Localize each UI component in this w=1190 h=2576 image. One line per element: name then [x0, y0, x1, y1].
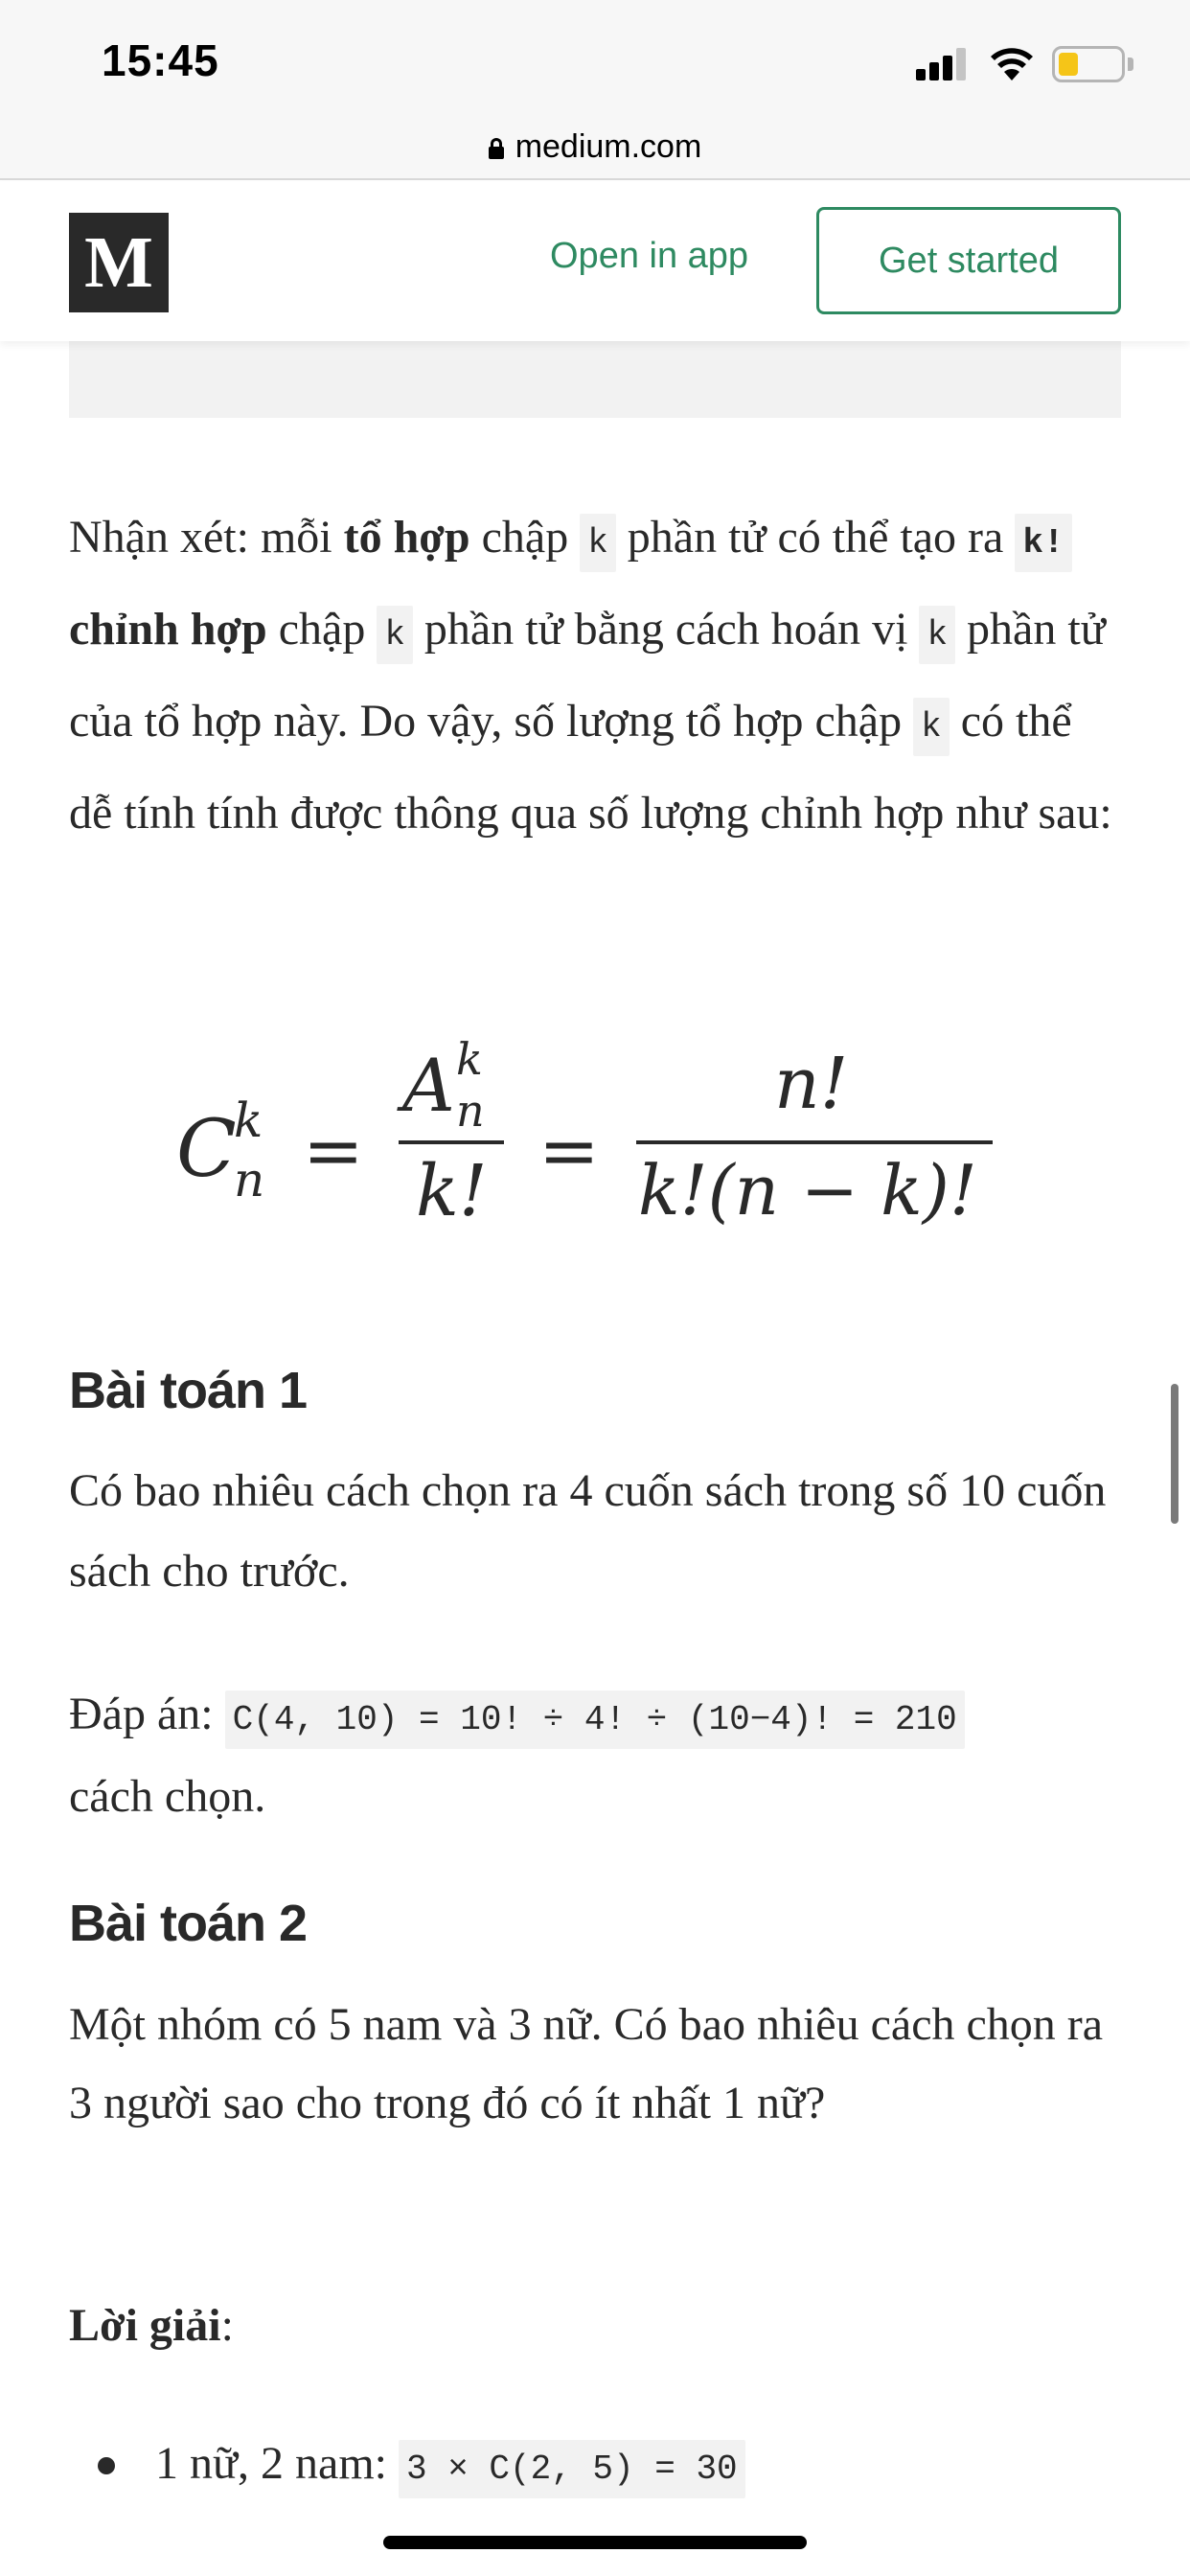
inline-code-k-factorial: k!: [1015, 514, 1071, 572]
problem-1-text: Có bao nhiêu cách chọn ra 4 cuốn sách trong số 10 cuốn sách cho trước.: [69, 1465, 1107, 1597]
inline-code-k: k: [919, 606, 955, 664]
problem-1-answer-tail: cách chọn.: [69, 1771, 266, 1822]
url-text: medium.com: [515, 127, 702, 165]
scrollbar[interactable]: [1171, 1384, 1179, 1524]
formula-equals: =: [538, 1108, 600, 1193]
address-bar[interactable]: [0, 115, 1190, 180]
formula-a-sup-k: k: [456, 1033, 483, 1085]
formula-n-factorial: n!: [774, 1043, 849, 1125]
wifi-icon: [989, 44, 1035, 82]
list-item: 1 nữ, 2 nam: 3 × C(2, 5) = 30: [155, 2421, 1113, 2513]
term-chinh-hop: chỉnh hợp: [69, 604, 267, 655]
status-time: 15:45: [102, 35, 219, 85]
cellular-signal-icon: [916, 48, 970, 80]
list-bullet: [98, 2457, 115, 2474]
battery-icon: [1052, 46, 1125, 82]
problem-2-heading: Bài toán 2: [69, 1895, 308, 1952]
site-header: [0, 182, 1190, 341]
home-indicator[interactable]: [383, 2536, 807, 2549]
inline-code-k: k: [580, 514, 616, 572]
formula-k-factorial: k!: [416, 1150, 488, 1232]
formula-c: C: [176, 1104, 237, 1195]
medium-logo[interactable]: M: [69, 213, 169, 312]
formula-denominator: k!(n − k)!: [638, 1150, 977, 1230]
solution-label: Lời giải:: [69, 2300, 234, 2351]
remark-paragraph: Nhận xét: mỗi tổ hợp chập k phần tử có thể tạo ra k! chỉnh hợp chập k phần tử bằng cách hoán vị k phần tử của tổ hợp này. Do vậy, số lượng tổ hợp chập k có thể dễ tính tính được thông qua số lượng chỉnh hợp như sau:: [69, 512, 1112, 839]
problem-2-text: Một nhóm có 5 nam và 3 nữ. Có bao nhiêu cách chọn ra 3 người sao cho trong đó có ít nhất 1 nữ?: [69, 1999, 1104, 2128]
inline-code-k: k: [913, 698, 950, 756]
formula-a: A: [402, 1043, 455, 1128]
status-bar: [0, 0, 1190, 115]
term-to-hop: tổ hợp: [343, 512, 470, 563]
combination-formula: [172, 1025, 1016, 1246]
problem-1-heading: Bài toán 1: [69, 1362, 308, 1419]
formula-a-sub-n: n: [456, 1085, 485, 1137]
formula-sup-k: k: [234, 1092, 263, 1148]
formula-equals: =: [303, 1108, 364, 1193]
lock-icon: [489, 138, 504, 159]
open-in-app-link[interactable]: Open in app: [550, 236, 749, 276]
formula-sub-n: n: [234, 1152, 265, 1208]
list-item-code: 3 × C(2, 5) = 30: [399, 2440, 745, 2498]
problem-1-answer: Đáp án: C(4, 10) = 10! ÷ 4! ÷ (10−4)! = 210: [69, 1671, 1123, 1763]
inline-code-k: k: [377, 606, 413, 664]
answer-code: C(4, 10) = 10! ÷ 4! ÷ (10−4)! = 210: [225, 1690, 965, 1749]
get-started-button[interactable]: Get started: [816, 207, 1121, 314]
